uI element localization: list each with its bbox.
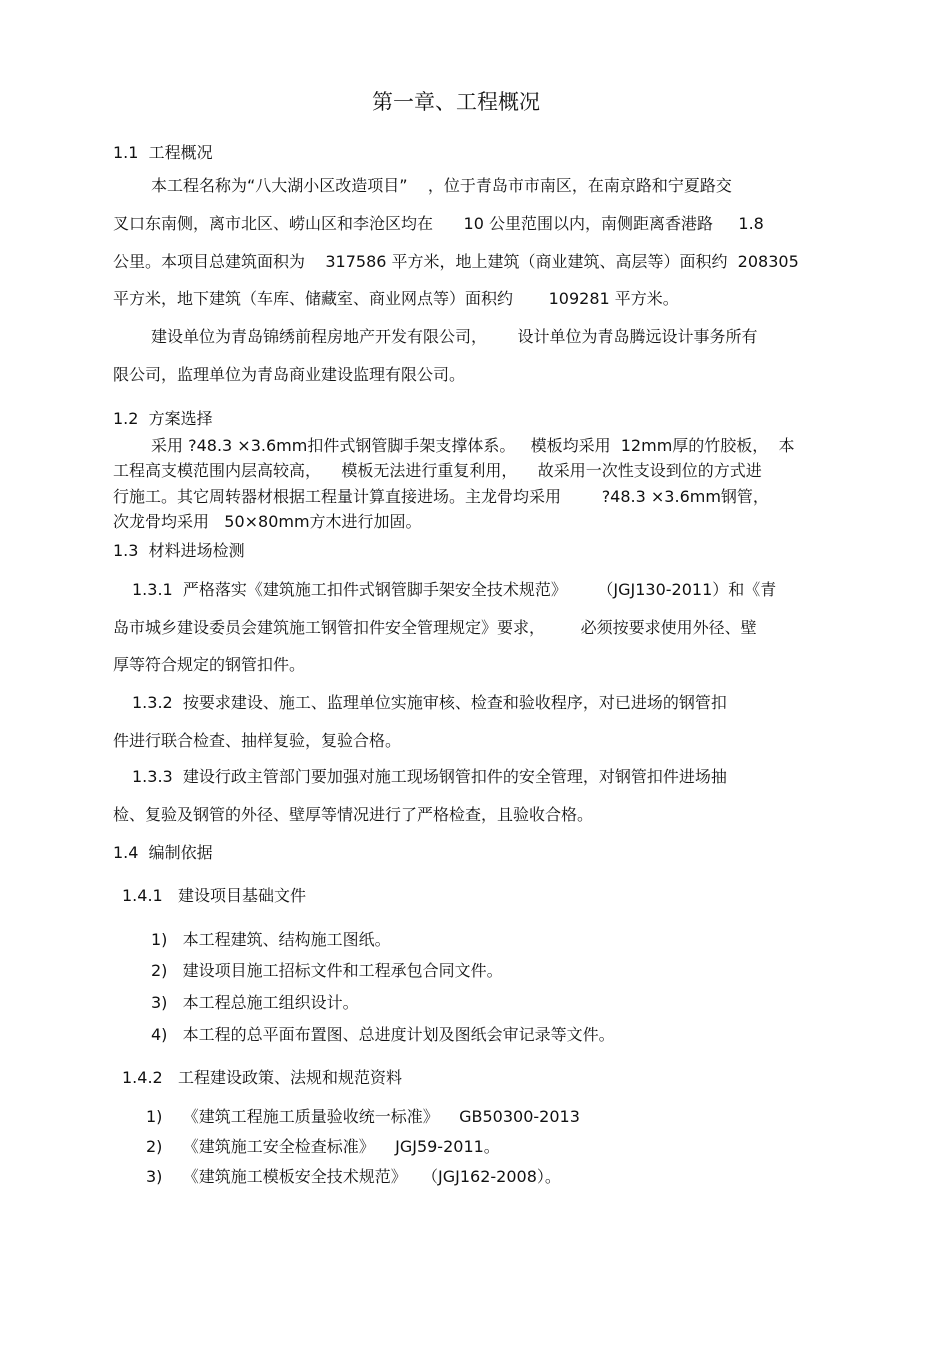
list-item: 1) 《建筑工程施工质量验收统一标准》 GB50300-2013	[146, 1107, 580, 1126]
section-heading-1-4: 1.4 编制依据	[113, 843, 213, 862]
paragraph-line: 1.3.1 严格落实《建筑施工扣件式钢管脚手架安全技术规范》 （JGJ130-2011）和《青	[132, 580, 777, 599]
section-heading-1-3: 1.3 材料进场检测	[113, 541, 245, 560]
list-item: 3) 本工程总施工组织设计。	[151, 993, 359, 1012]
paragraph-line: 检、复验及钢管的外径、壁厚等情况进行了严格检查，且验收合格。	[113, 805, 594, 824]
paragraph-line: 厚等符合规定的钢管扣件。	[113, 655, 306, 674]
paragraph-line: 1.3.3 建设行政主管部门要加强对施工现场钢管扣件的安全管理，对钢管扣件进场抽	[132, 767, 727, 786]
section-heading-1-1: 1.1 工程概况	[113, 143, 213, 162]
paragraph-line: 岛市城乡建设委员会建筑施工钢管扣件安全管理规定》要求， 必须按要求使用外径、壁	[113, 618, 757, 637]
paragraph-line: 公里。本项目总建筑面积为 317586 平方米，地上建筑（商业建筑、高层等）面积约 208305	[113, 252, 799, 271]
paragraph-line: 叉口东南侧，离市北区、崂山区和李沧区均在 10 公里范围以内，南侧距离香港路 1.8	[113, 214, 764, 233]
paragraph-line: 次龙骨均采用 50×80mm方木进行加固。	[113, 512, 422, 531]
section-heading-1-2: 1.2 方案选择	[113, 409, 213, 428]
list-item: 1) 本工程建筑、结构施工图纸。	[151, 930, 391, 949]
paragraph-line: 限公司，监理单位为青岛商业建设监理有限公司。	[113, 365, 466, 384]
list-item: 4) 本工程的总平面布置图、总进度计划及图纸会审记录等文件。	[151, 1025, 615, 1044]
paragraph-line: 采用 ?48.3 ×3.6mm扣件式钢管脚手架支撑体系。 模板均采用 12mm厚的竹胶板， 本	[151, 436, 795, 455]
paragraph-line: 建设单位为青岛锦绣前程房地产开发有限公司， 设计单位为青岛腾远设计事务所有	[151, 327, 758, 346]
subsection-heading-1-4-2: 1.4.2 工程建设政策、法规和规范资料	[122, 1068, 402, 1087]
paragraph-line: 平方米，地下建筑（车库、储藏室、商业网点等）面积约 109281 平方米。	[113, 289, 679, 308]
paragraph-line: 工程高支模范围内层高较高， 模板无法进行重复利用， 故采用一次性支设到位的方式进	[113, 461, 762, 480]
paragraph-line: 件进行联合检查、抽样复验，复验合格。	[113, 731, 402, 750]
subsection-heading-1-4-1: 1.4.1 建设项目基础文件	[122, 886, 306, 905]
paragraph-line: 1.3.2 按要求建设、施工、监理单位实施审核、检查和验收程序，对已进场的钢管扣	[132, 693, 727, 712]
list-item: 2) 建设项目施工招标文件和工程承包合同文件。	[151, 961, 503, 980]
list-item: 2) 《建筑施工安全检查标准》 JGJ59-2011。	[146, 1137, 500, 1156]
page-title: 第一章、工程概况	[372, 90, 540, 114]
list-item: 3) 《建筑施工模板安全技术规范》 （JGJ162-2008）。	[146, 1167, 561, 1186]
paragraph-line: 行施工。其它周转器材根据工程量计算直接进场。主龙骨均采用 ?48.3 ×3.6mm钢管，	[113, 487, 769, 506]
paragraph-line: 本工程名称为“八大湖小区改造项目” ，位于青岛市市南区，在南京路和宁夏路交	[151, 176, 732, 195]
